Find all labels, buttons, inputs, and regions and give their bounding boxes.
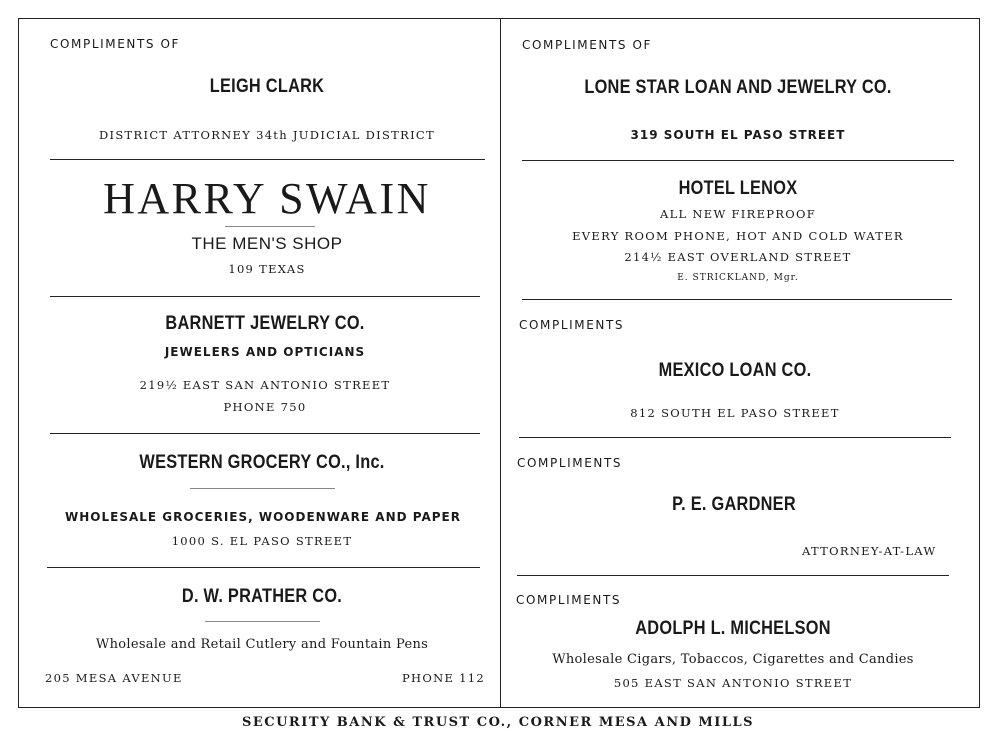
- section-rule: [522, 160, 954, 161]
- advertiser-name: D. W. PRATHER CO.: [181, 586, 343, 607]
- advertiser-address: 319 SOUTH EL PASO STREET: [630, 128, 846, 142]
- short-rule: [190, 488, 335, 489]
- advertiser-subtitle: JEWELERS AND OPTICIANS: [164, 345, 366, 359]
- section-rule: [47, 567, 480, 568]
- compliments-label: COMPLIMENTS: [516, 593, 622, 607]
- page-frame: [18, 18, 980, 708]
- hotel-manager: E. STRICKLAND, Mgr.: [677, 273, 799, 283]
- advertiser-address: 219½ EAST SAN ANTONIO STREET: [139, 378, 391, 392]
- advertiser-name: MEXICO LOAN CO.: [658, 360, 812, 381]
- hotel-line-fireproof: ALL NEW FIREPROOF: [659, 207, 817, 221]
- section-rule: [50, 296, 480, 297]
- advertiser-line: Wholesale and Retail Cutlery and Fountain Pens: [95, 637, 429, 652]
- shop-address: 109 TEXAS: [228, 262, 306, 276]
- section-rule: [522, 299, 952, 300]
- advertiser-address: 812 SOUTH EL PASO STREET: [630, 406, 840, 420]
- short-rule: [205, 621, 320, 622]
- advertiser-phone: PHONE 112: [402, 671, 485, 685]
- shop-name: THE MEN'S SHOP: [191, 234, 343, 253]
- advertiser-address: 1000 S. EL PASO STREET: [171, 534, 353, 548]
- compliments-label: COMPLIMENTS OF: [50, 37, 181, 51]
- section-rule: [50, 159, 485, 160]
- compliments-label: COMPLIMENTS OF: [522, 38, 653, 52]
- advertiser-name: ADOLPH L. MICHELSON: [635, 618, 831, 639]
- section-rule: [50, 433, 480, 434]
- advertiser-title: ATTORNEY-AT-LAW: [802, 544, 937, 558]
- section-rule: [517, 575, 949, 576]
- hotel-line-amenities: EVERY ROOM PHONE, HOT AND COLD WATER: [572, 229, 904, 243]
- advertiser-name: HARRY SWAIN: [103, 174, 431, 223]
- advertiser-address: 205 MESA AVENUE: [45, 671, 183, 685]
- advertiser-title: DISTRICT ATTORNEY 34th JUDICIAL DISTRICT: [99, 128, 435, 142]
- advertiser-line: Wholesale Cigars, Tobaccos, Cigarettes and Candies: [552, 652, 914, 667]
- advertiser-name: LONE STAR LOAN AND JEWELRY CO.: [584, 77, 892, 98]
- compliments-label: COMPLIMENTS: [519, 318, 625, 332]
- section-rule: [519, 437, 951, 438]
- hotel-address: 214½ EAST OVERLAND STREET: [624, 250, 852, 264]
- advertiser-name: LEIGH CLARK: [209, 76, 325, 97]
- advertiser-phone: PHONE 750: [223, 400, 307, 414]
- page-footer: SECURITY BANK & TRUST CO., CORNER MESA AND MILLS: [241, 715, 755, 730]
- compliments-label: COMPLIMENTS: [517, 456, 623, 470]
- advertiser-name: WESTERN GROCERY CO., Inc.: [139, 452, 385, 473]
- advertiser-address: 505 EAST SAN ANTONIO STREET: [613, 676, 853, 690]
- advertiser-name: P. E. GARDNER: [672, 494, 796, 515]
- column-divider: [500, 18, 501, 708]
- advertiser-name: BARNETT JEWELRY CO.: [165, 313, 365, 334]
- advertiser-name: HOTEL LENOX: [678, 178, 798, 199]
- advertiser-line: WHOLESALE GROCERIES, WOODENWARE AND PAPER: [65, 510, 461, 524]
- short-rule: [225, 226, 315, 227]
